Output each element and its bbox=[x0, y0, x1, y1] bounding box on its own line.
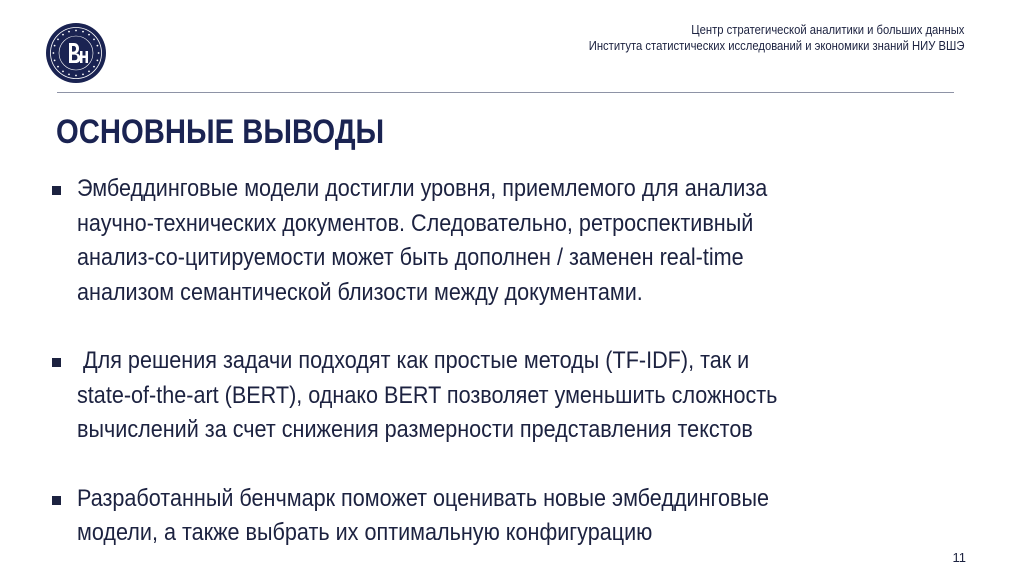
page-number: 11 bbox=[952, 550, 966, 565]
bullet-line: Разработанный бенчмарк поможет оценивать новые эмбеддинговые bbox=[77, 484, 769, 512]
header-divider bbox=[57, 92, 954, 93]
bullet-text bbox=[77, 482, 865, 551]
bullet-line: анализом семантической близости между документами. bbox=[77, 278, 643, 306]
hse-logo-icon bbox=[45, 22, 107, 84]
bullet-list bbox=[52, 172, 952, 585]
organization-line-2: Института статистических исследований и экономики знаний НИУ ВШЭ bbox=[588, 39, 964, 53]
bullet-text bbox=[77, 172, 865, 310]
slide-title: ОСНОВНЫЕ ВЫВОДЫ bbox=[56, 113, 385, 151]
organization-header bbox=[588, 22, 964, 54]
bullet-line: state-of-the-art (BERT), однако BERT позволяет уменьшить сложность bbox=[77, 381, 778, 409]
bullet-text bbox=[77, 344, 865, 448]
bullet-line: Эмбеддинговые модели достигли уровня, приемлемого для анализа bbox=[77, 175, 768, 202]
square-bullet-icon bbox=[52, 186, 61, 195]
square-bullet-icon bbox=[52, 358, 61, 367]
organization-line-1: Центр стратегической аналитики и больших данных bbox=[690, 23, 964, 37]
bullet-line: Для решения задачи подходят как простые методы (TF-IDF), так и bbox=[77, 347, 750, 374]
bullet-line: вычислений за счет снижения размерности представления текстов bbox=[77, 416, 753, 443]
square-bullet-icon bbox=[52, 496, 61, 505]
bullet-item-2 bbox=[52, 344, 952, 448]
bullet-line: модели, а также выбрать их оптимальную конфигурацию bbox=[77, 519, 653, 546]
bullet-line: научно-технических документов. Следовательно, ретроспективный bbox=[77, 209, 754, 237]
bullet-item-3 bbox=[52, 482, 952, 551]
bullet-line: анализ-со-цитируемости может быть дополнен / заменен real-time bbox=[77, 244, 744, 271]
bullet-item-1 bbox=[52, 172, 952, 310]
